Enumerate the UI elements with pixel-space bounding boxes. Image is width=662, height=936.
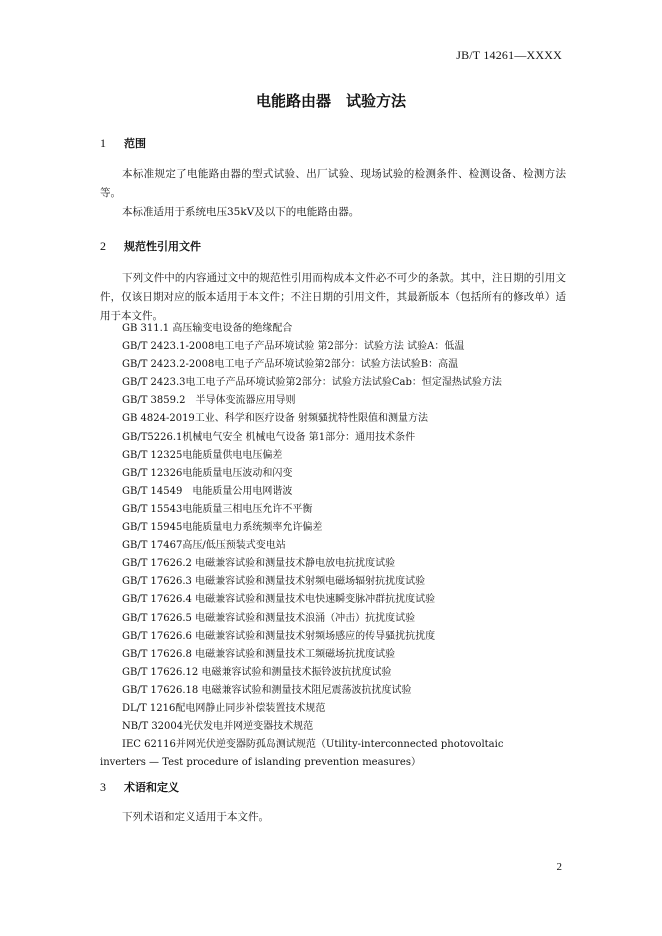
reference-item: GB/T 14549 电能质量公用电网谐波 xyxy=(122,485,293,497)
reference-item: GB/T 17626.4 电磁兼容试验和测量技术电快速瞬变脉冲群抗扰度试验 xyxy=(122,594,436,606)
normative-reference-list xyxy=(100,320,570,772)
standard-code: JB/T 14261—XXXX xyxy=(456,48,562,62)
scope-paragraph-2: 本标准适用于系统电压35kV及以下的电能路由器。 xyxy=(122,206,360,218)
reference-item: NB/T 32004光伏发电并网逆变器技术规范 xyxy=(122,721,314,733)
reference-item: GB/T5226.1机械电气安全 机械电气设备 第1部分：通用技术条件 xyxy=(122,431,416,443)
reference-item: DL/T 1216配电网静止同步补偿装置技术规范 xyxy=(122,702,326,714)
reference-item-continuation: inverters — Test procedure of islanding prevention measures） xyxy=(100,757,421,769)
document-title: 电能路由器 试验方法 xyxy=(255,92,406,110)
reference-item: GB/T 15945电能质量电力系统频率允许偏差 xyxy=(122,522,323,534)
reference-item: IEC 62116并网光伏逆变器防孤岛测试规范（Utility-interconnected photovoltaic xyxy=(122,739,504,751)
reference-item: GB/T 17626.5 电磁兼容试验和测量技术浪涌（冲击）抗扰度试验 xyxy=(122,612,416,624)
reference-item: GB/T 2423.1-2008电工电子产品环境试验 第2部分：试验方法 试验A：低温 xyxy=(122,341,465,353)
reference-item: GB/T 2423.3电工电子产品环境试验第2部分：试验方法试验Cab：恒定湿热试验方法 xyxy=(122,377,502,389)
section-3-heading xyxy=(100,779,179,795)
scope-paragraph-1: 本标准规定了电能路由器的型式试验、出厂试验、现场试验的检测条件、检测设备、检测方法等。 xyxy=(100,168,566,199)
reference-item: GB/T 17626.18 电磁兼容试验和测量技术阻尼震荡波抗扰度试验 xyxy=(122,684,412,696)
reference-item: GB/T 15543电能质量三相电压允许不平衡 xyxy=(122,503,313,515)
reference-item: GB/T 17626.2 电磁兼容试验和测量技术静电放电抗扰度试验 xyxy=(122,558,396,570)
reference-item: GB/T 17626.12 电磁兼容试验和测量技术振铃波抗扰度试验 xyxy=(122,666,392,678)
normative-intro-paragraph: 下列文件中的内容通过文中的规范性引用而构成本文件必不可少的条款。其中，注日期的引用文件，仅该日期对应的版本适用于本文件；不注日期的引用文件，其最新版本（包括所有的修改单）适用于本文件。 xyxy=(100,272,566,322)
section-title: 术语和定义 xyxy=(124,781,179,794)
section-1-heading xyxy=(100,135,146,151)
section-title: 范围 xyxy=(124,137,146,150)
reference-item: GB/T 17626.8 电磁兼容试验和测量技术工频磁场抗扰度试验 xyxy=(122,648,396,660)
section-number: 3 xyxy=(100,780,106,794)
reference-item: GB/T 17467高压/低压预装式变电站 xyxy=(122,540,286,552)
reference-item: GB/T 3859.2 半导体变流器应用导则 xyxy=(122,395,296,407)
reference-item: GB 4824-2019工业、科学和医疗设备 射频骚扰特性限值和测量方法 xyxy=(122,413,428,425)
reference-item: GB/T 12325电能质量供电电压偏差 xyxy=(122,449,283,461)
reference-item: GB/T 17626.6 电磁兼容试验和测量技术射频场感应的传导骚扰抗扰度 xyxy=(122,630,436,642)
section-number: 2 xyxy=(100,239,106,253)
reference-item: GB 311.1 高压输变电设备的绝缘配合 xyxy=(122,323,293,334)
section-title: 规范性引用文件 xyxy=(124,240,201,253)
section-number: 1 xyxy=(100,136,106,150)
page-number: 2 xyxy=(556,861,562,873)
section-2-heading xyxy=(100,238,201,254)
reference-item: GB/T 12326电能质量电压波动和闪变 xyxy=(122,467,293,479)
terms-intro-paragraph: 下列术语和定义适用于本文件。 xyxy=(122,811,269,823)
reference-item: GB/T 17626.3 电磁兼容试验和测量技术射频电磁场辐射抗扰度试验 xyxy=(122,576,426,588)
reference-item: GB/T 2423.2-2008电工电子产品环境试验第2部分：试验方法试验B：高温 xyxy=(122,359,459,371)
